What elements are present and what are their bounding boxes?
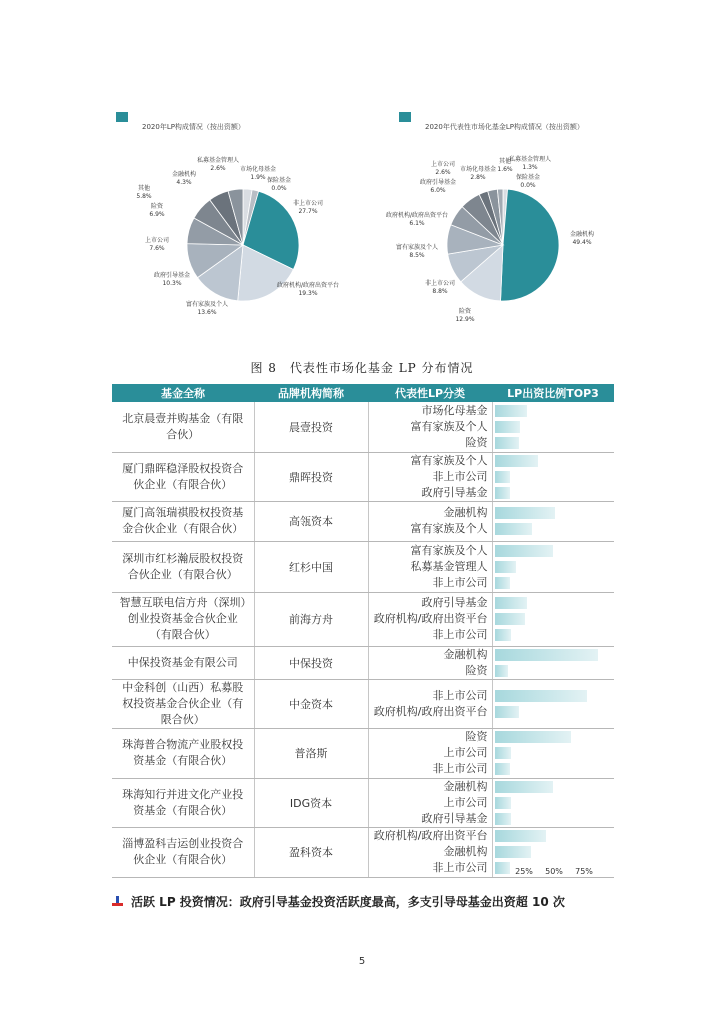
lp-share-bar [495,613,525,625]
fund-name: 厦门鼎晖稳泽股权投资合伙企业（有限合伙） [112,452,254,501]
pie-title-left: 2020年LP构成情况（按出资额） [142,123,245,131]
pie-slice-percent: 13.6% [197,309,217,316]
bar-track [493,811,615,827]
table-row [112,778,614,827]
table-row [112,646,614,679]
header-lp-share: LP出资比例TOP3 [492,384,614,402]
fund-name: 深圳市红杉瀚辰股权投资合伙企业（有限合伙） [112,541,254,592]
lp-category: 金融机构 [443,506,488,519]
lp-share-bar [495,763,511,775]
lp-category: 市场化母基金 [421,403,488,417]
pie-panel-left [112,108,422,323]
bar-track [493,647,615,663]
bar-track [493,844,615,860]
brand-name: 前海方舟 [254,592,368,646]
pie-slice-percent: 0.0% [271,185,287,192]
table-row [112,402,614,452]
fund-name: 智慧互联电信方舟（深圳）创业投资基金合伙企业（有限合伙） [112,592,254,646]
lp-share-cell [492,452,614,501]
pie-chart-right [385,108,705,323]
bar-track [493,761,615,777]
pie-slice-label: 其他 [137,185,151,192]
bar-track [493,795,615,811]
pie-chart-left [112,108,422,323]
lp-share-cell [492,501,614,541]
pie-slice-percent: 2.8% [470,174,486,181]
lp-category-cell [368,501,492,541]
lp-share-bar [495,523,532,535]
fund-name: 厦门高瓴瑞祺股权投资基金合伙企业（有限合伙） [112,501,254,541]
lp-category: 私募基金管理人 [410,559,488,573]
bar-axis [494,867,614,879]
axis-tick: 25% [515,867,533,876]
lp-category: 非上市公司 [432,575,488,589]
lp-category-cell [368,728,492,778]
pie-slice-percent: 2.6% [210,165,226,172]
lp-share-bar [495,731,572,743]
brand-name: 中保投资 [254,646,368,679]
lp-share-bar [495,649,598,661]
pie-slice-percent: 1.6% [497,166,513,173]
fund-name: 珠海知行并进文化产业投资基金（有限合伙） [112,778,254,827]
brand-name: 盈科资本 [254,827,368,877]
lp-share-bar [495,487,511,499]
pie-slice-label: 金融机构 [171,171,197,178]
pie-slice-percent: 2.6% [435,169,451,176]
header-fund-name: 基金全称 [112,384,254,402]
lp-share-bar [495,629,512,641]
table-row [112,452,614,501]
bar-track [493,688,615,704]
pie-slice-label: 险资 [458,308,472,315]
pie-slice-label: 富有家族及个人 [395,244,439,251]
lp-category: 金融机构 [443,647,488,661]
header-brand: 品牌机构简称 [254,384,368,402]
axis-tick: 50% [545,867,563,876]
lp-category: 非上市公司 [432,861,488,874]
lp-category: 富有家族及个人 [410,419,488,433]
axis-tick: 75% [575,867,593,876]
lp-category: 上市公司 [443,795,488,809]
lp-share-cell [492,592,614,646]
lp-share-bar [495,846,531,858]
pie-slice-label: 上市公司 [144,237,170,244]
lp-share-bar [495,405,527,417]
bar-track [493,505,615,521]
pie-slice-percent: 12.9% [455,316,475,323]
pie-slice-percent: 27.7% [298,208,318,215]
bar-track [493,828,615,844]
header-lp-category: 代表性LP分类 [368,384,492,402]
lp-share-bar [495,813,512,825]
lp-share-bar [495,781,554,793]
bar-track [493,611,615,627]
bar-track [493,559,615,575]
pie-slice-label: 非上市公司 [424,280,456,287]
pie-slice-label: 保险基金 [515,174,541,181]
lp-category-cell [368,778,492,827]
lp-share-cell [492,679,614,728]
lp-share-cell [492,646,614,679]
figure-caption: 图 8 代表性市场化基金 LP 分布情况 [250,361,474,375]
fund-name: 淄博盈科吉运创业投资合伙企业（有限合伙） [112,827,254,877]
table-row [112,501,614,541]
pie-slice-percent: 1.9% [250,174,266,181]
pie-slice-label: 保险基金 [266,177,292,184]
lp-share-bar [495,665,508,677]
lp-distribution-table [112,384,614,878]
lp-category-cell [368,541,492,592]
table-header-row [112,384,614,402]
bar-track [493,779,615,795]
lp-share-bar [495,706,519,718]
table-row [112,541,614,592]
table-row [112,679,614,728]
page-number: 5 [358,956,366,967]
bar-track [493,469,615,485]
lp-category-cell [368,646,492,679]
pie-slice-label: 私募基金管理人 [196,157,240,164]
lp-share-bar [495,797,512,809]
pie-slice-label: 上市公司 [430,161,456,168]
lp-share-bar [495,471,511,483]
lp-category: 政府引导基金 [421,811,488,825]
pie-slice-percent: 7.6% [149,245,165,252]
lp-category: 金融机构 [443,779,488,793]
pie-slice-percent: 19.3% [298,290,318,297]
bar-track [493,453,615,469]
lp-share-bar [495,421,520,433]
brand-name: 中金资本 [254,679,368,728]
pie-slice-percent: 5.8% [136,193,152,200]
bar-track [493,729,615,745]
lp-category-cell [368,452,492,501]
pie-slice-label: 金融机构 [569,231,595,238]
bar-track [493,543,615,559]
bar-track [493,745,615,761]
lp-category: 险资 [465,730,488,743]
lp-share-bar [495,561,517,573]
brand-name: 高瓴资本 [254,501,368,541]
lp-category: 富有家族及个人 [410,522,488,535]
lp-category: 政府机构/政府出资平台 [373,704,488,718]
pie-slice-percent: 0.0% [520,182,536,189]
pie-slice-percent: 8.5% [409,252,425,259]
fund-name: 珠海普合物流产业股权投资基金（有限合伙） [112,728,254,778]
bar-track [493,627,615,643]
fund-name: 北京晨壹并购基金（有限合伙） [112,402,254,452]
pie-panel-right [385,108,705,323]
bullet-paragraph [112,893,565,910]
bar-track [493,403,615,419]
lp-category: 非上市公司 [432,688,488,702]
brand-name: 鼎晖投资 [254,452,368,501]
lp-category-cell [368,402,492,452]
lp-category: 政府机构/政府出资平台 [373,829,488,842]
lp-share-bar [495,455,538,467]
lp-category: 险资 [465,435,488,449]
brand-name: 晨壹投资 [254,402,368,452]
lp-category: 非上市公司 [432,469,488,483]
pie-slice-percent: 49.4% [572,239,592,246]
table-row [112,592,614,646]
pie-slice-label: 私募基金管理人 [508,156,552,163]
lp-share-bar [495,545,554,557]
lp-share-bar [495,830,547,842]
pie-slice-label: 市场化母基金 [459,166,497,173]
pie-slice-label: 政府机构/政府出资平台 [276,282,340,289]
pie-slice-label: 政府引导基金 [419,179,457,186]
bar-track [493,663,615,679]
lp-category: 金融机构 [443,845,488,858]
bar-track [493,595,615,611]
bullet-arrow-icon [112,896,123,907]
lp-share-cell [492,402,614,452]
table-row [112,728,614,778]
lp-share-bar [495,690,587,702]
bar-track [493,419,615,435]
bar-track [493,704,615,720]
pie-slice [501,189,559,301]
lp-category: 非上市公司 [432,762,488,775]
brand-name: 普洛斯 [254,728,368,778]
pie-slice-percent: 6.0% [430,187,446,194]
fund-name: 中保投资基金有限公司 [112,646,254,679]
pie-slice-percent: 6.1% [409,220,425,227]
lp-share-cell [492,728,614,778]
pie-slice-percent: 4.3% [176,179,192,186]
lp-share-bar [495,597,527,609]
lp-category-cell [368,679,492,728]
lp-share-cell [492,541,614,592]
lp-category: 富有家族及个人 [410,543,488,557]
brand-name: IDG资本 [254,778,368,827]
lp-category: 政府机构/政府出资平台 [373,612,488,625]
lp-share-bar [495,507,555,519]
lp-share-bar [495,577,511,589]
pie-slice-percent: 8.8% [432,288,448,295]
lp-share-bar [495,437,519,449]
pie-slice-label: 政府引导基金 [153,272,191,279]
brand-name: 红杉中国 [254,541,368,592]
lp-category-cell [368,827,492,877]
lp-category: 政府引导基金 [421,485,488,499]
bar-track [493,575,615,591]
fund-name: 中金科创（山西）私募股权投资基金合伙企业（有限合伙） [112,679,254,728]
pie-slice-label: 富有家族及个人 [185,301,229,308]
lp-category: 非上市公司 [432,628,488,641]
bar-track [493,521,615,537]
lp-share-cell [492,778,614,827]
lp-category-cell [368,592,492,646]
pie-slice-label: 非上市公司 [292,200,324,207]
lp-share-bar [495,747,512,759]
pie-slice-label: 险资 [150,203,164,210]
lp-category: 险资 [465,663,488,677]
pie-slice-percent: 1.3% [522,164,538,171]
pie-slice-label: 其他 [498,158,512,165]
bullet-text: 活跃 LP 投资情况：政府引导基金投资活跃度最高，多支引导母基金出资超 10 次 [131,895,565,909]
pie-title-right: 2020年代表性市场化基金LP构成情况（按出资额） [425,123,584,131]
pie-slice-percent: 6.9% [149,211,165,218]
lp-category: 富有家族及个人 [410,453,488,467]
pie-slice-percent: 10.3% [162,280,182,287]
lp-category: 政府引导基金 [421,596,488,609]
pie-slice-label: 政府机构/政府出资平台 [385,212,449,219]
bar-track [493,485,615,501]
bar-track [493,435,615,451]
pie-slice-label: 市场化母基金 [239,166,277,173]
lp-category: 上市公司 [443,746,488,759]
